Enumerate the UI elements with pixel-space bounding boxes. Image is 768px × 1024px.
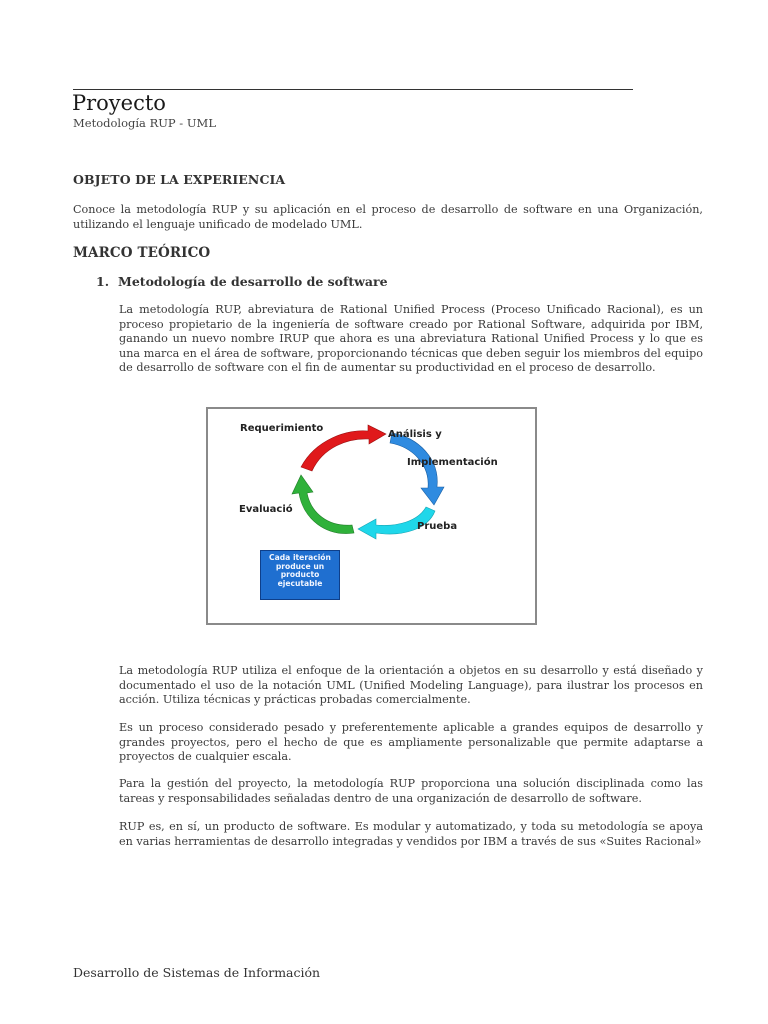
rup-cycle-figure xyxy=(206,407,537,625)
label-analisis: Análisis y xyxy=(388,429,442,440)
label-prueba: Prueba xyxy=(417,521,458,532)
cycle-arrows-graphic xyxy=(208,409,535,623)
numbered-heading xyxy=(96,273,388,290)
note-line: produce un xyxy=(275,561,325,571)
note-line: producto xyxy=(280,570,320,580)
objeto-paragraph: Conoce la metodología RUP y su aplicación en el proceso de desarrollo de software en una Organización, utilizando el lenguaje unificado de modelado UML. xyxy=(73,203,703,231)
paragraph-rup-definition: La metodología RUP, abreviatura de Rational Unified Process (Proceso Unificado Racional), es un proceso propietario de la ingeniería de software creado por Rational Software, adquirida por IBM, ganando un nuevo nombre IRUP que ahora es una abreviatura Rational Unified Process y lo que es una marca en el área de software, proporcionando técnicas que deben seguir los miembros del equipo de desarrollo de software con el fin de aumentar su productividad en el proceso de desarrollo. xyxy=(119,303,703,374)
section-heading-marco: MARCO TEÓRICO xyxy=(73,245,211,261)
item-heading: Metodología de desarrollo de software xyxy=(118,274,388,289)
label-requerimiento: Requerimiento xyxy=(240,423,324,434)
paragraph-oo-uml: La metodología RUP utiliza el enfoque de la orientación a objetos en su desarrollo y está diseñado y documentado el uso de la notación UML (Unified Modeling Language), para ilustrar los procesos en acción. Utiliza técnicas y prácticas probadas comercialmente. xyxy=(119,664,703,706)
page-footer: Desarrollo de Sistemas de Información xyxy=(73,965,321,980)
page-title: Proyecto xyxy=(72,91,166,115)
iteration-note-box xyxy=(260,550,340,600)
arrow-evaluacion xyxy=(292,475,354,534)
arrow-analisis xyxy=(390,433,444,505)
paragraph-project-management: Para la gestión del proyecto, la metodología RUP proporciona una solución disciplinada como las tareas y responsabilidades señaladas dentro de una organización de desarrollo de software. xyxy=(119,777,703,805)
page-subtitle: Metodología RUP - UML xyxy=(73,116,216,130)
section-heading-objeto: OBJETO DE LA EXPERIENCIA xyxy=(73,172,286,187)
label-implementacion: Implementación xyxy=(407,457,498,468)
note-line: ejecutable xyxy=(277,578,323,588)
paragraph-heavy-process: Es un proceso considerado pesado y preferentemente aplicable a grandes equipos de desarrollo y grandes proyectos, pero el hecho de que es ampliamente personalizable que permite adaptarse a proyectos de cualquier escala. xyxy=(119,721,703,763)
label-evaluacion: Evaluació xyxy=(239,504,293,515)
paragraph-rup-product: RUP es, en sí, un producto de software. Es modular y automatizado, y toda su metodología se apoya en varias herramientas de desarrollo integradas y vendidos por IBM a través de sus «Suites Racional» xyxy=(119,820,703,848)
item-number: 1. xyxy=(96,274,110,289)
note-line: Cada iteración xyxy=(269,553,331,562)
